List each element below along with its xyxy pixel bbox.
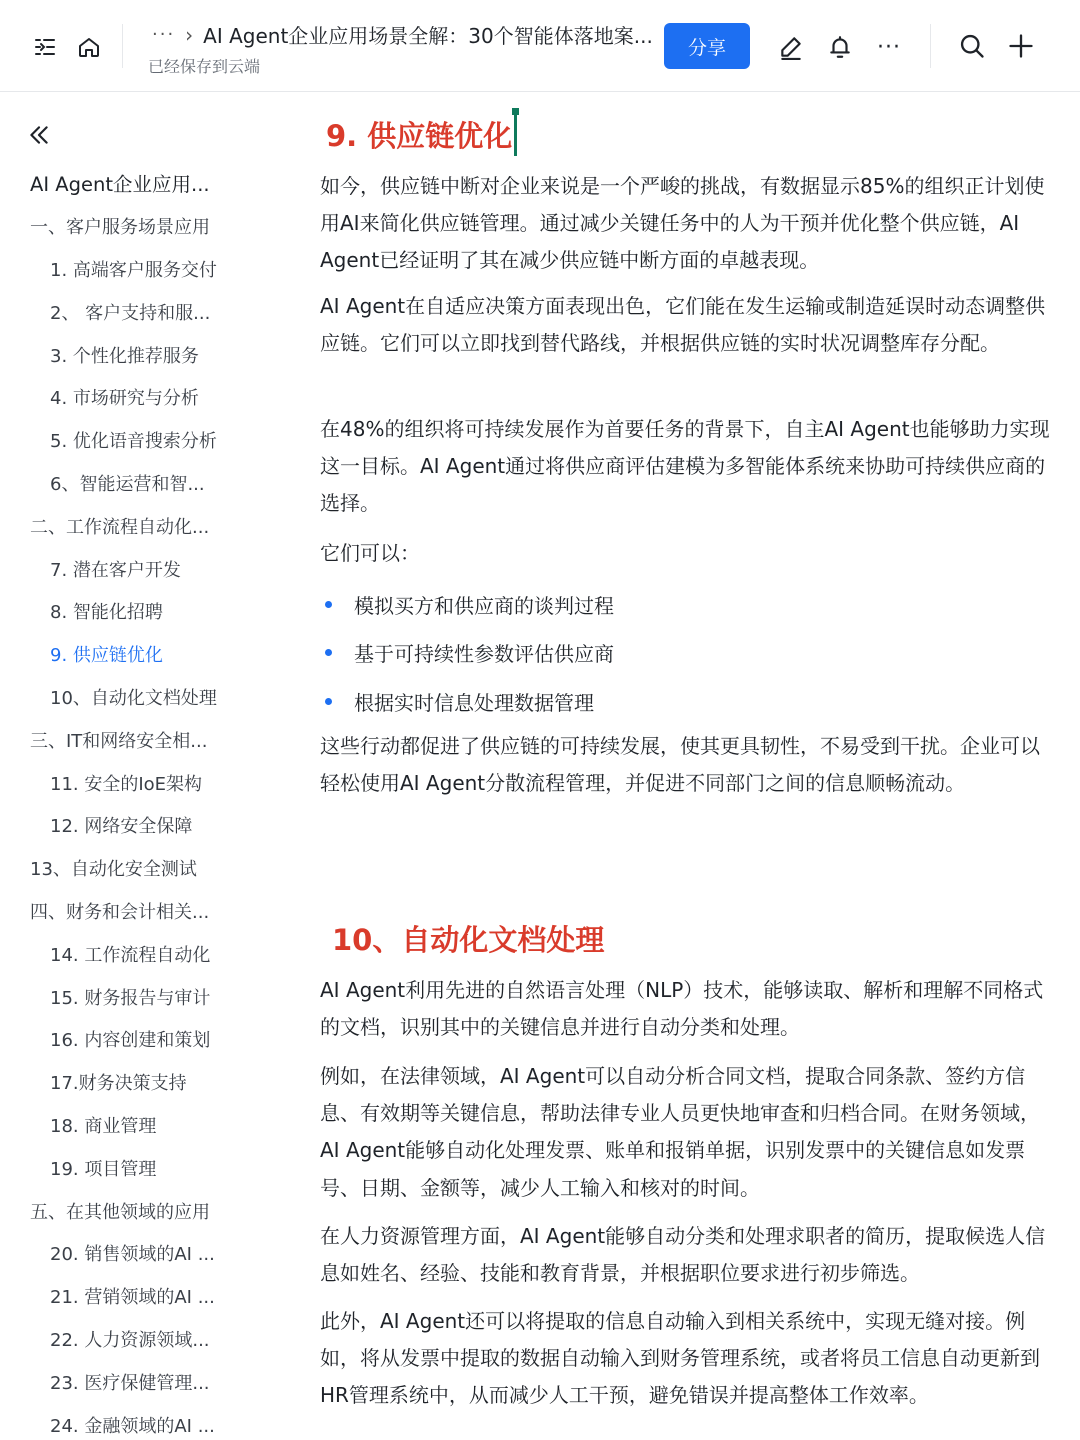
toc-item[interactable]: 20. 销售领域的AI ... bbox=[50, 1244, 215, 1266]
toc-item-active[interactable]: 9. 供应链优化 bbox=[50, 645, 163, 667]
home-icon[interactable] bbox=[72, 30, 106, 64]
outline-sidebar bbox=[0, 92, 290, 1440]
search-icon[interactable] bbox=[955, 29, 989, 63]
toc-item[interactable]: 5. 优化语音搜索分析 bbox=[50, 431, 217, 453]
toc-item[interactable]: 五、在其他领域的应用 bbox=[30, 1201, 210, 1223]
toc-item[interactable]: 13、自动化安全测试 bbox=[30, 859, 197, 881]
paragraph: 在人力资源管理方面，AI Agent能够自动分类和处理求职者的简历，提取候选人信息如姓名、经验、技能和教育背景，并根据职位要求进行初步筛选。 bbox=[320, 1224, 1046, 1286]
toc-item[interactable]: 12. 网络安全保障 bbox=[50, 816, 193, 838]
toc-item[interactable]: 4. 市场研究与分析 bbox=[50, 388, 199, 410]
breadcrumb-more[interactable]: ··· bbox=[152, 24, 176, 45]
paragraph: AI Agent在自适应决策方面表现出色，它们能在发生运输或制造延误时动态调整供应链。它们可以立即找到替代路线，并根据供应链的实时状况调整库存分配。 bbox=[320, 294, 1046, 356]
bullet-dot-icon bbox=[325, 601, 332, 608]
notification-bell-icon[interactable] bbox=[823, 30, 857, 64]
toc-item[interactable]: 19. 项目管理 bbox=[50, 1158, 157, 1180]
toc-item[interactable]: 三、IT和网络安全相... bbox=[30, 730, 208, 752]
paragraph: 在48%的组织将可持续发展作为首要任务的背景下，自主AI Agent也能够助力实现这一目标。AI Agent通过将供应商评估建模为多智能体系统来协助可持续供应商的选择。 bbox=[320, 417, 1050, 516]
toc-item[interactable]: 23. 医疗保健管理... bbox=[50, 1372, 210, 1394]
breadcrumb bbox=[152, 20, 653, 49]
toc-item[interactable]: 10、自动化文档处理 bbox=[50, 687, 217, 709]
toc-item[interactable]: 一、客户服务场景应用 bbox=[30, 217, 210, 239]
toc-item[interactable]: 15. 财务报告与审计 bbox=[50, 987, 211, 1009]
add-icon[interactable] bbox=[1004, 29, 1038, 63]
edit-pencil-icon[interactable] bbox=[774, 30, 808, 64]
toc-item[interactable]: 14. 工作流程自动化 bbox=[50, 944, 211, 966]
toc-item[interactable]: 6、智能运营和智... bbox=[50, 473, 205, 495]
chevron-right-icon: › bbox=[185, 22, 194, 47]
paragraph: 例如，在法律领域，AI Agent可以自动分析合同文档，提取合同条款、签约方信息、有效期等关键信息，帮助法律专业人员更快地审查和归档合同。在财务领域，AI Agent能够自动化处理发票、账单和报销单据，识别发票中的关键信息如发票号、日期、金额等，减少人工输入和核对的时间。 bbox=[320, 1064, 1040, 1200]
outline-toggle-icon[interactable] bbox=[28, 30, 62, 64]
toc-item[interactable]: 四、财务和会计相关... bbox=[30, 901, 210, 923]
toc-item[interactable]: 16. 内容创建和策划 bbox=[50, 1030, 211, 1052]
list-item: 基于可持续性参数评估供应商 bbox=[320, 629, 1050, 678]
toc-item[interactable]: 二、工作流程自动化... bbox=[30, 516, 210, 538]
section-heading: 9. 供应链优化 bbox=[326, 112, 517, 156]
toc-item[interactable]: 1. 高端客户服务交付 bbox=[50, 259, 217, 281]
paragraph: 这些行动都促进了供应链的可持续发展，使其更具韧性，不易受到干扰。企业可以轻松使用AI Agent分散流程管理，并促进不同部门之间的信息顺畅流动。 bbox=[320, 734, 1040, 796]
toc-item[interactable]: AI Agent企业应用... bbox=[30, 173, 210, 197]
paragraph: AI Agent利用先进的自然语言处理（NLP）技术，能够读取、解析和理解不同格式的文档，识别其中的关键信息并进行自动分类和处理。 bbox=[320, 978, 1044, 1040]
document-body[interactable] bbox=[320, 92, 1055, 1440]
save-status: 已经保存到云端 bbox=[148, 57, 261, 76]
bullet-list bbox=[320, 580, 1050, 726]
toc-item[interactable]: 21. 营销领域的AI ... bbox=[50, 1287, 215, 1309]
toolbar-divider bbox=[930, 24, 931, 68]
list-item: 根据实时信息处理数据管理 bbox=[320, 677, 1050, 726]
top-toolbar bbox=[0, 0, 1080, 92]
toc-item[interactable]: 17.财务决策支持 bbox=[50, 1073, 187, 1095]
text-cursor bbox=[514, 112, 517, 156]
more-options-icon[interactable]: ··· bbox=[877, 34, 901, 60]
collapse-sidebar-icon[interactable] bbox=[24, 120, 54, 150]
bullet-dot-icon bbox=[325, 698, 332, 705]
toc-item[interactable]: 22. 人力资源领域... bbox=[50, 1329, 210, 1351]
paragraph: 它们可以： bbox=[320, 541, 420, 565]
toc-item[interactable]: 3. 个性化推荐服务 bbox=[50, 345, 199, 367]
paragraph: 此外，AI Agent还可以将提取的信息自动输入到相关系统中，实现无缝对接。例如，将从发票中提取的数据自动输入到财务管理系统，或者将员工信息自动更新到HR管理系统中，从而减少人工干预，避免错误并提高整体工作效率。 bbox=[320, 1309, 1040, 1408]
toc-item[interactable]: 8. 智能化招聘 bbox=[50, 602, 163, 624]
section-heading: 10、自动化文档处理 bbox=[332, 923, 605, 957]
paragraph: 如今，供应链中断对企业来说是一个严峻的挑战，有数据显示85%的组织正计划使用AI来简化供应链管理。通过减少关键任务中的人为干预并优化整个供应链，AI Agent已经证明了其在减少供应链中断方面的卓越表现。 bbox=[320, 174, 1045, 273]
table-of-contents bbox=[0, 162, 290, 1440]
bullet-dot-icon bbox=[325, 649, 332, 656]
toc-item[interactable]: 18. 商业管理 bbox=[50, 1115, 157, 1137]
toc-item[interactable]: 7. 潜在客户开发 bbox=[50, 559, 181, 581]
toc-item[interactable]: 11. 安全的IoE架构 bbox=[50, 773, 203, 795]
toolbar-divider bbox=[122, 24, 123, 68]
toc-item[interactable]: 24. 金融领域的AI ... bbox=[50, 1415, 215, 1437]
list-item: 模拟买方和供应商的谈判过程 bbox=[320, 580, 1050, 629]
share-button[interactable]: 分享 bbox=[664, 23, 750, 69]
toc-item[interactable]: 2、 客户支持和服... bbox=[50, 302, 211, 324]
document-title[interactable]: AI Agent企业应用场景全解：30个智能体落地案... bbox=[203, 24, 653, 48]
